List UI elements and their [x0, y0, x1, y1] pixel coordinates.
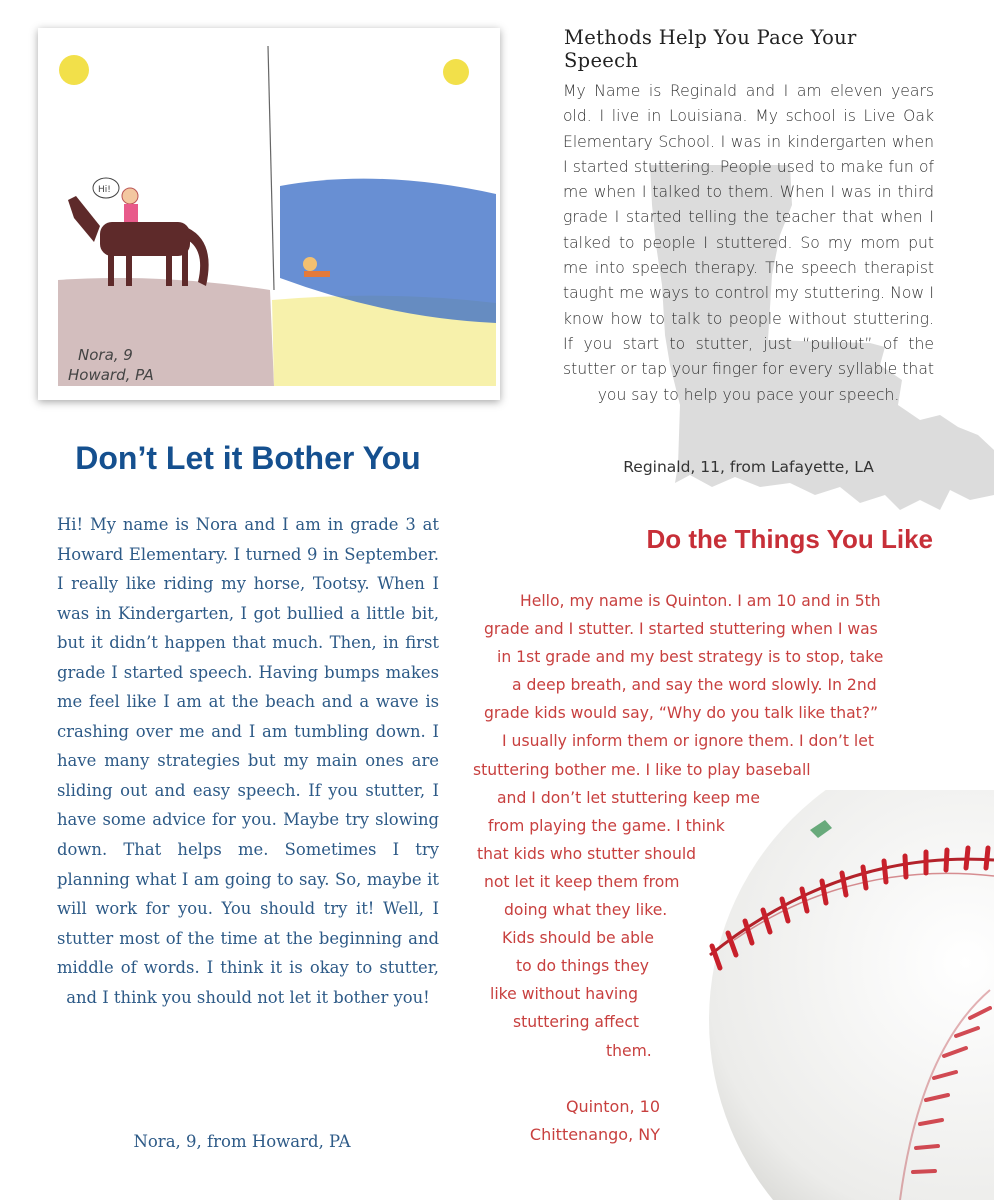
drawing-signature-name: Nora, 9: [78, 346, 133, 364]
nora-article-title: Don’t Let it Bother You: [75, 440, 421, 476]
quinton-line: Hello, my name is Quinton. I am 10 and in 5th: [520, 592, 881, 610]
reginald-article-body: My Name is Reginald and I am eleven years old. I live in Louisiana. My school is Live Oak Elementary School. I was in kindergarten when I started stuttering. People used to make fun of me when I talked to them. When I was in third grade I started telling the teacher that when I talked to people I stuttered. So my mom put me into speech therapy. The speech therapist taught me ways to control my stuttering. Now I know how to talk to people without stuttering. If you start to stutter, just “pullout” of the stutter or tap your finger for every syllable that you say to help you pace your speech.: [563, 82, 934, 404]
quinton-signature: [500, 1093, 660, 1149]
speech-bubble-text: Hi!: [98, 185, 111, 195]
reginald-article-title: Methods Help You Pace Your Speech: [564, 26, 857, 72]
quinton-line: to do things they: [516, 957, 650, 976]
sun-right: [443, 59, 469, 85]
nora-signature: Nora, 9, from Howard, PA: [133, 1132, 351, 1151]
quinton-line: stuttering affect: [513, 1013, 640, 1032]
quinton-signature-place: Chittenango, NY: [529, 1125, 660, 1144]
quinton-line: a deep breath, and say the word slowly. In 2nd: [512, 676, 877, 695]
quinton-line: doing what they like.: [504, 901, 668, 920]
rider-drawing: [122, 188, 138, 222]
quinton-line: from playing the game. I think: [488, 816, 725, 835]
quinton-line: and I don’t let stuttering keep me: [497, 788, 760, 807]
quinton-article-body: [470, 587, 934, 1065]
quinton-line: stuttering bother me. I like to play baseball: [473, 760, 811, 779]
child-drawing: [38, 28, 500, 400]
reginald-signature: Reginald, 11, from Lafayette, LA: [623, 458, 874, 476]
quinton-line: I usually inform them or ignore them. I don’t let: [502, 732, 874, 751]
sun-left: [59, 55, 89, 85]
nora-article-body: Hi! My name is Nora and I am in grade 3 at Howard Elementary. I turned 9 in September. I really like riding my horse, Tootsy. When I was in Kindergarten, I got bullied a little bit, but it didn’t happen that much. Then, in first grade I started speech. Having bumps makes me feel like I am at the beach and a wave is crashing over me and I am tumbling down. I have many strategies but my main ones are sliding out and easy speech. If you stutter, I have some advice for you. Maybe try slowing down. That helps me. Sometimes I try planning what I am going to say. So, maybe it will work for you. You should try it! Well, I stutter most of the time at the beginning and middle of words. I think it is okay to stutter, and I think you should not let it bother you!: [57, 515, 439, 1007]
quinton-line: in 1st grade and my best strategy is to stop, take: [497, 648, 884, 667]
quinton-line: not let it keep them from: [484, 872, 680, 891]
quinton-signature-name: Quinton, 10: [565, 1097, 660, 1116]
quinton-line: like without having: [490, 985, 639, 1004]
quinton-article-title: Do the Things You Like: [646, 524, 933, 554]
quinton-line: grade kids would say, “Why do you talk like that?”: [484, 704, 879, 723]
quinton-line: them.: [606, 1041, 652, 1060]
quinton-line: grade and I stutter. I started stuttering when I was: [484, 620, 878, 639]
drawing-signature-place: Howard, PA: [68, 366, 154, 384]
quinton-line: Kids should be able: [502, 929, 654, 948]
quinton-line: that kids who stutter should: [477, 844, 697, 863]
